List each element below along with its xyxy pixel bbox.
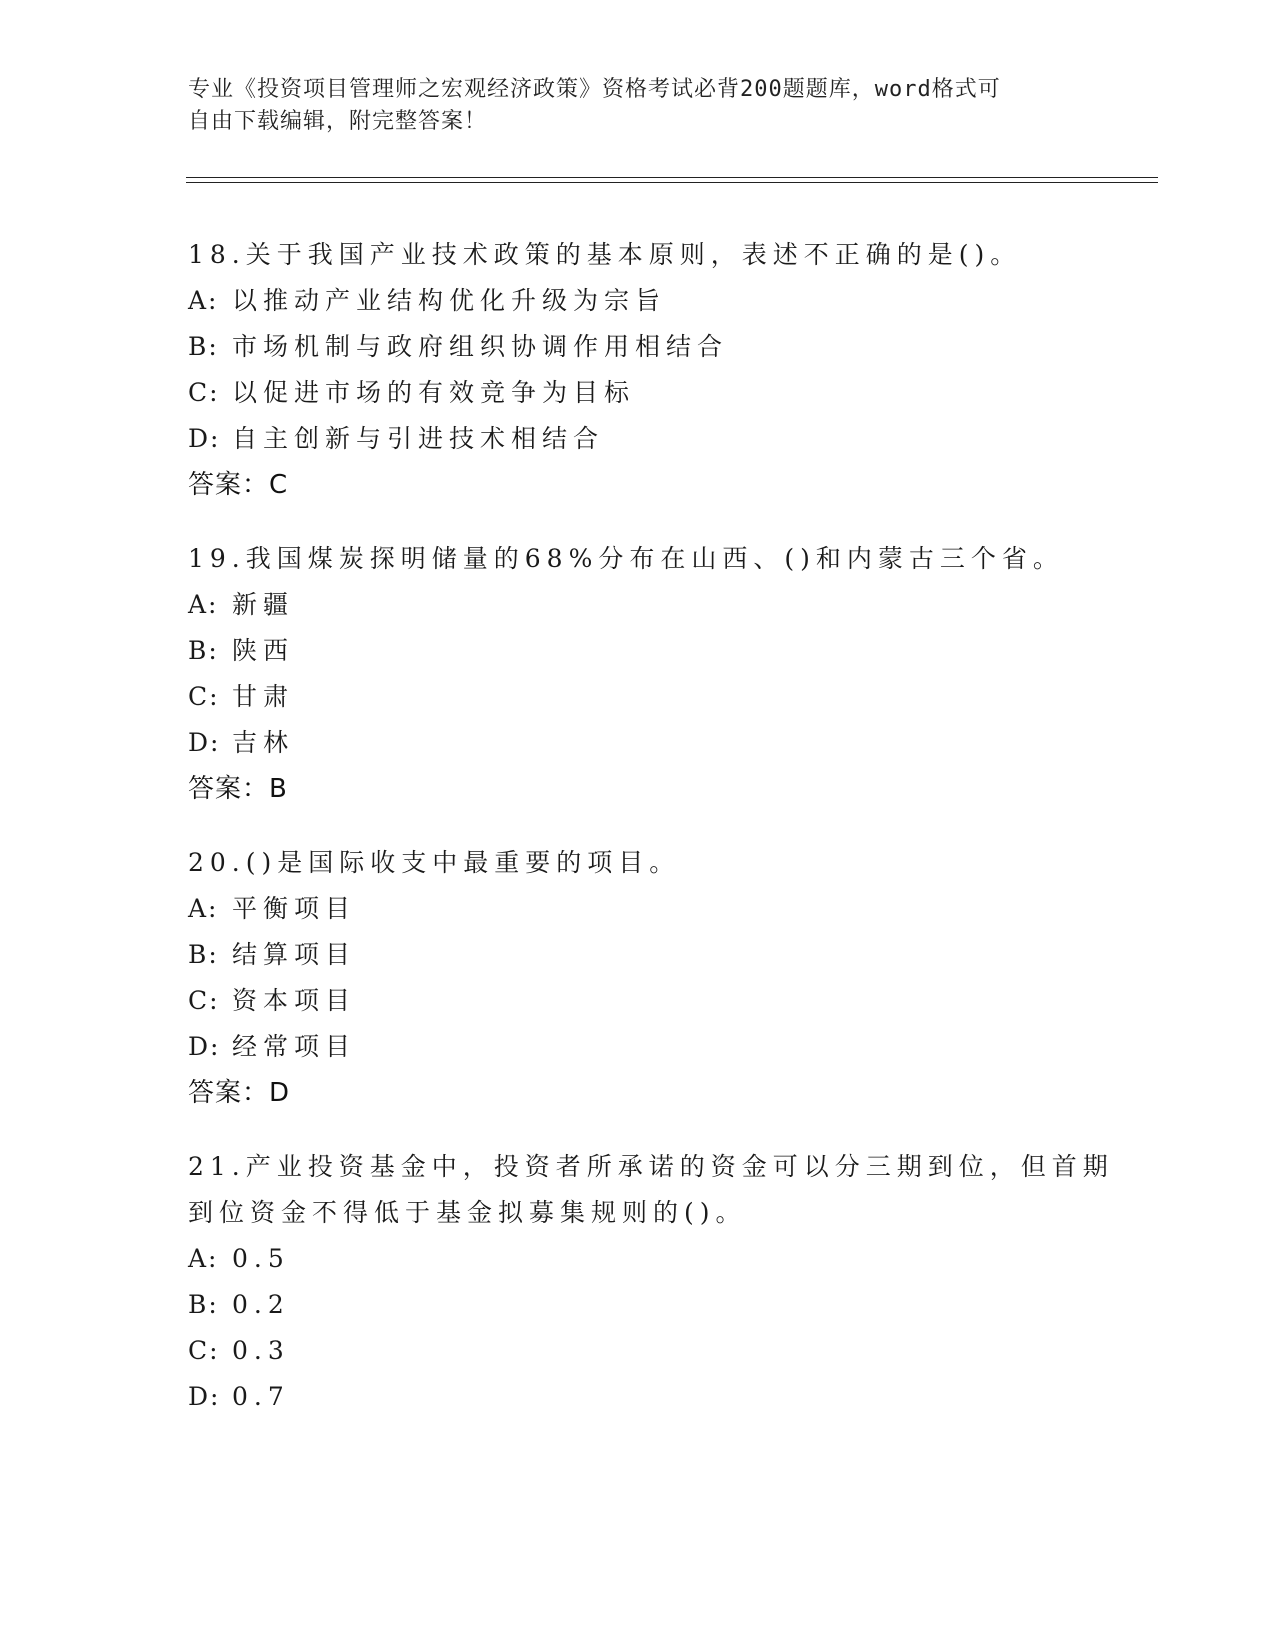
option-key: B:	[188, 940, 219, 969]
header-divider-bottom	[186, 182, 1158, 183]
answer-line: 答案：C	[188, 470, 289, 500]
option-b	[188, 628, 1128, 674]
option-text: 以推动产业结构优化升级为宗旨	[232, 286, 667, 315]
option-key: C:	[188, 378, 220, 407]
option-text: 市场机制与政府组织协调作用相结合	[232, 332, 729, 361]
option-c	[188, 370, 1128, 416]
option-key: B:	[188, 1290, 219, 1319]
option-text: 新疆	[232, 590, 295, 619]
header-title-line-2: 自由下载编辑，附完整答案！	[188, 109, 488, 134]
option-c	[188, 1328, 1128, 1374]
option-text: 0.3	[232, 1336, 290, 1365]
header-divider-top	[186, 177, 1158, 178]
document-header	[188, 74, 1068, 138]
option-text: 经常项目	[232, 1032, 357, 1061]
option-key: D:	[188, 728, 221, 757]
option-d	[188, 720, 1128, 766]
option-text: 平衡项目	[232, 894, 357, 923]
question-stem: 19.我国煤炭探明储量的68%分布在山西、()和内蒙古三个省。	[188, 544, 1064, 573]
option-a	[188, 278, 1128, 324]
question-18	[188, 232, 1128, 508]
option-text: 0.7	[232, 1382, 290, 1411]
option-b	[188, 1282, 1128, 1328]
option-text: 以促进市场的有效竞争为目标	[232, 378, 636, 407]
option-key: A:	[188, 894, 219, 923]
option-d	[188, 1024, 1128, 1070]
option-key: A:	[188, 286, 219, 315]
question-19	[188, 536, 1128, 812]
option-text: 陕西	[232, 636, 295, 665]
option-text: 甘肃	[232, 682, 295, 711]
option-a	[188, 886, 1128, 932]
option-key: B:	[188, 636, 219, 665]
option-a	[188, 1236, 1128, 1282]
option-c	[188, 978, 1128, 1024]
option-key: D:	[188, 424, 221, 453]
question-20	[188, 840, 1128, 1116]
option-b	[188, 932, 1128, 978]
option-c	[188, 674, 1128, 720]
question-list	[188, 232, 1128, 1448]
option-key: A:	[188, 1244, 219, 1273]
option-key: C:	[188, 682, 220, 711]
option-key: C:	[188, 1336, 220, 1365]
option-d	[188, 1374, 1128, 1420]
option-key: B:	[188, 332, 219, 361]
option-text: 自主创新与引进技术相结合	[232, 424, 605, 453]
question-stem: 21.产业投资基金中，投资者所承诺的资金可以分三期到位，但首期到位资金不得低于基金拟募集规则的()。	[188, 1152, 1114, 1227]
answer-line: 答案：B	[188, 774, 288, 804]
option-text: 资本项目	[232, 986, 357, 1015]
option-text: 0.2	[232, 1290, 290, 1319]
question-stem: 20.()是国际收支中最重要的项目。	[188, 848, 681, 877]
option-d	[188, 416, 1128, 462]
option-key: D:	[188, 1382, 221, 1411]
option-key: D:	[188, 1032, 221, 1061]
option-key: A:	[188, 590, 219, 619]
option-b	[188, 324, 1128, 370]
answer-line: 答案：D	[188, 1078, 291, 1108]
option-key: C:	[188, 986, 220, 1015]
question-21	[188, 1144, 1128, 1420]
question-stem: 18.关于我国产业技术政策的基本原则，表述不正确的是()。	[188, 240, 1022, 269]
option-text: 吉林	[232, 728, 295, 757]
option-a	[188, 582, 1128, 628]
header-title-line-1: 专业《投资项目管理师之宏观经济政策》资格考试必背200题题库，word格式可	[188, 77, 1001, 102]
option-text: 0.5	[232, 1244, 290, 1273]
option-text: 结算项目	[232, 940, 357, 969]
